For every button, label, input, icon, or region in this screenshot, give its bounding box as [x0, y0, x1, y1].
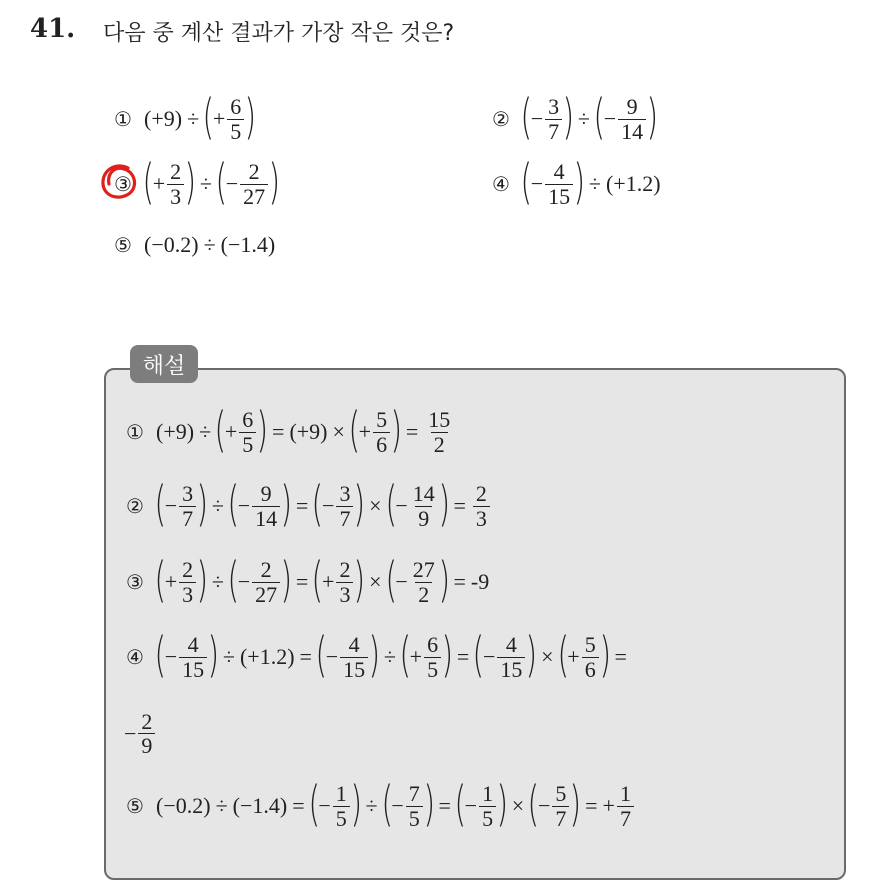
solution-line-2: ② ( − $\frac{3}{7}$ ) ÷ ( − $\frac{9}{14}$ ) = ( − $\frac{3}{7}$ ) × ( − $\frac{14}{9}$ ) = $\frac{2}{3}$: [124, 482, 492, 530]
sign: −: [530, 106, 544, 131]
fraction: $\frac{3}{7}$: [545, 95, 562, 142]
option-2[interactable]: ② ( − $\frac{3}{7}$ ) ÷ ( − $\frac{9}{14}$ ): [490, 95, 657, 143]
term: (+9): [144, 106, 183, 131]
operator: ÷: [577, 106, 590, 131]
operator: ÷: [199, 171, 212, 196]
fraction: $\frac{6}{5}$: [227, 95, 244, 142]
solution-line-3: ③ ( + $\frac{2}{3}$ ) ÷ ( − $\frac{2}{27}$ ) = ( + $\frac{2}{3}$ ) × ( − $\frac{27}{2}$ ) = -9: [126, 552, 490, 608]
operator: ÷: [203, 232, 216, 257]
term: (+1.2): [605, 171, 661, 196]
question-text: 다음 중 계산 결과가 가장 작은 것은?: [103, 21, 455, 46]
option-3[interactable]: ③ ( + $\frac{2}{3}$ ) ÷ ( − $\frac{2}{27}$ ): [112, 160, 279, 208]
option-marker: ③: [114, 172, 132, 196]
solution-tag: 해설: [130, 345, 198, 383]
fraction: $\frac{9}{14}$: [618, 95, 646, 142]
sign: +: [212, 106, 226, 131]
solution-line-4: ④ ( − $\frac{4}{15}$ ) ÷ (+1.2) = ( − $\frac{4}{15}$ ) ÷ ( + $\frac{6}{5}$ ) = ( − $\frac{4}{15}$ ) × ( + $\frac{5}{6}$ ) =: [126, 627, 627, 683]
operator: ÷: [588, 171, 601, 196]
option-marker: ①: [114, 107, 132, 131]
sign: −: [603, 106, 617, 131]
option-5[interactable]: [112, 232, 275, 258]
option-1[interactable]: ① (+9) ÷ ( + $\frac{6}{5}$ ): [112, 95, 255, 143]
fraction: $\frac{2}{27}$: [240, 160, 268, 207]
option-marker: ④: [492, 172, 510, 196]
option-4[interactable]: ④ ( − $\frac{4}{15}$ ) ÷ (+1.2): [490, 160, 661, 208]
term: (−1.4): [220, 232, 276, 257]
sign: −: [530, 171, 544, 196]
sign: +: [152, 171, 166, 196]
fraction: $\frac{4}{15}$: [545, 160, 573, 207]
option-marker: ⑤: [114, 233, 132, 257]
solution-line-1: ① (+9) ÷ ( + $\frac{6}{5}$ ) = (+9) × ( + $\frac{5}{6}$ ) = $\frac{15}{2}$: [126, 402, 451, 458]
solution-line-4-result: − $\frac{2}{9}$: [124, 710, 157, 757]
solution-line-5: ⑤ (−0.2) ÷ (−1.4) = ( − $\frac{1}{5}$ ) ÷ ( − $\frac{7}{5}$ ) = ( − $\frac{1}{5}$ ) × ( − $\frac{5}{7}$ ) = + $\frac{1}{7}$: [124, 782, 636, 830]
term: (−0.2): [144, 232, 199, 257]
question-number: 41.: [30, 14, 76, 44]
sign: −: [225, 171, 239, 196]
option-marker: ②: [492, 107, 510, 131]
operator: ÷: [187, 106, 200, 131]
fraction: $\frac{2}{3}$: [167, 160, 184, 207]
